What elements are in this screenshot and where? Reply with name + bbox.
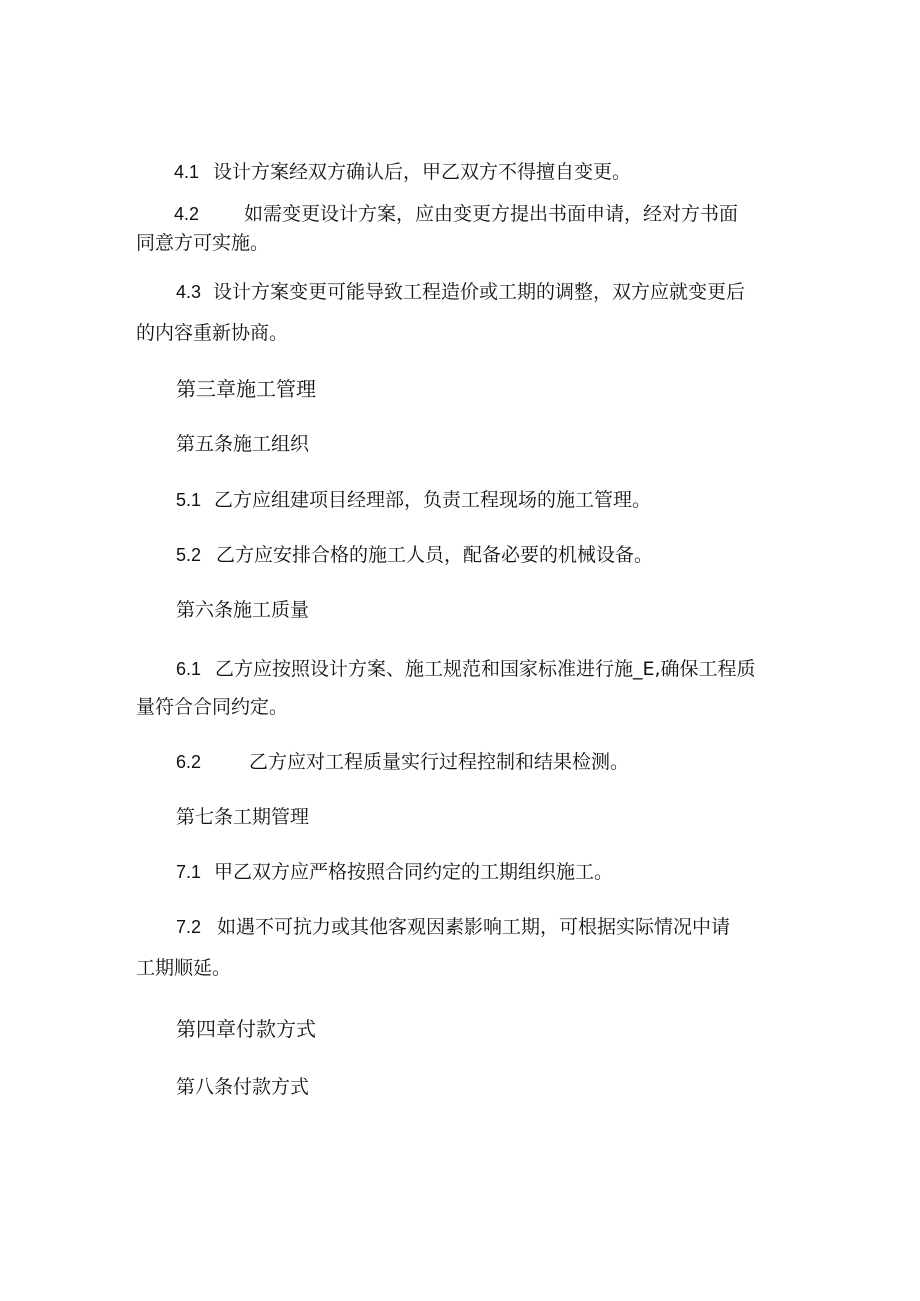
clause-4-3 [176, 276, 745, 309]
clause-number: 6.2 [176, 752, 202, 772]
clause-4-2-continuation [136, 227, 269, 260]
clause-6-1-continuation [136, 691, 288, 724]
clause-7-2 [176, 911, 730, 944]
clause-text: 乙方应对工程质量实行过程控制和结果检测。 [249, 751, 630, 773]
clause-6-2 [176, 746, 629, 779]
chapter-heading: 第三章施工管理 [176, 377, 316, 401]
clause-4-1 [174, 156, 631, 189]
clause-number: 7.1 [176, 862, 202, 882]
clause-7-1 [176, 856, 613, 889]
clause-text: 的内容重新协商。 [136, 322, 289, 344]
clause-text: 设计方案经双方确认后，甲乙双方不得擅自变更。 [213, 161, 632, 183]
clause-text: 乙方应按照设计方案、施工规范和国家标准进行施_E,确保工程质 [215, 658, 756, 680]
clause-number: 4.2 [174, 204, 200, 224]
clause-text: 设计方案变更可能导致工程造价或工期的调整，双方应就变更后 [213, 281, 746, 303]
clause-number: 4.1 [174, 162, 200, 182]
chapter-heading: 第四章付款方式 [176, 1017, 316, 1041]
article-heading: 第五条施工组织 [176, 433, 310, 455]
clause-text: 同意方可实施。 [136, 232, 270, 254]
clause-text: 量符合合同约定。 [136, 696, 289, 718]
clause-text: 乙方应组建项目经理部，负责工程现场的施工管理。 [214, 489, 652, 511]
clause-number: 4.3 [176, 282, 202, 302]
clause-number: 6.1 [176, 659, 202, 679]
clause-5-2 [176, 539, 653, 572]
clause-number: 5.1 [176, 490, 202, 510]
article-heading: 第七条工期管理 [176, 806, 310, 828]
clause-text: 甲乙双方应严格按照合同约定的工期组织施工。 [214, 861, 614, 883]
article-heading: 第六条施工质量 [176, 599, 310, 621]
clause-4-3-continuation [136, 317, 288, 350]
clause-number: 5.2 [176, 545, 202, 565]
clause-5-1 [176, 484, 651, 517]
article-heading: 第八条付款方式 [176, 1076, 310, 1098]
clause-text: 如需变更设计方案，应由变更方提出书面申请，经对方书面 [244, 203, 739, 225]
clause-number: 7.2 [176, 917, 202, 937]
clause-text: 工期顺延。 [136, 957, 232, 979]
clause-text: 如遇不可抗力或其他客观因素影响工期，可根据实际情况中请 [217, 916, 731, 938]
clause-6-1 [176, 653, 756, 686]
clause-text: 乙方应安排合格的施工人员，配备必要的机械设备。 [216, 544, 654, 566]
clause-7-2-continuation [136, 952, 231, 985]
